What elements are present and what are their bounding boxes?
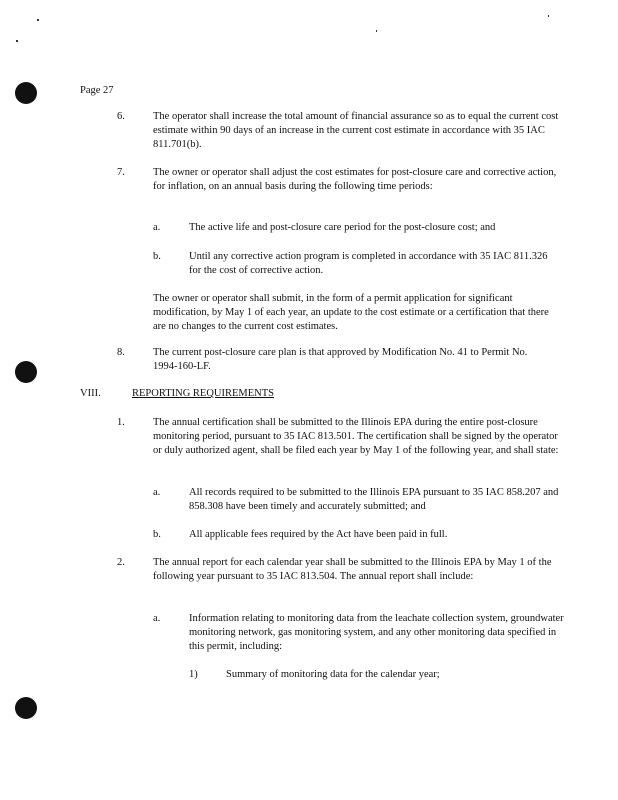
- subitem-text: All records required to be submitted to the Illinois EPA pursuant to 35 IAC 858.207 and 858.308 have been timely and accurately submitted; and: [189, 487, 559, 512]
- subitem-text: Until any corrective action program is completed in accordance with 35 IAC 811.326 for the cost of corrective action.: [189, 251, 548, 276]
- page-number: Page 27: [80, 85, 114, 96]
- scan-speck: [16, 40, 18, 42]
- item-number: 6.: [117, 111, 125, 122]
- scan-speck: [37, 19, 39, 21]
- scan-speck: [548, 15, 549, 17]
- item-text: The annual certification shall be submitted to the Illinois EPA during the entire post-closure monitoring period, pursuant to 35 IAC 813.501. The certification shall be signed by the operator or duly authorized agent, shall be filed each year by May 1 of the following year, and shall state:: [153, 417, 559, 456]
- subitem-letter: b.: [153, 251, 161, 262]
- subitem-letter: a.: [153, 613, 161, 624]
- punch-hole: [15, 361, 37, 383]
- item-text: The annual report for each calendar year shall be submitted to the Illinois EPA by May 1 of the following year pursuant to 35 IAC 813.504. The annual report shall include:: [153, 557, 552, 582]
- paragraph: The owner or operator shall submit, in the form of a permit application for significant modification, by May 1 of each year, an update to the cost estimate or a certification that there are no changes to the current cost estimates.: [153, 293, 549, 332]
- subitem-letter: a.: [153, 487, 161, 498]
- punch-hole: [15, 82, 37, 104]
- subitem-text: All applicable fees required by the Act have been paid in full.: [189, 529, 448, 540]
- subsubitem-number: 1): [189, 669, 198, 680]
- subitem-text: Information relating to monitoring data from the leachate collection system, groundwater monitoring network, gas monitoring system, and any other monitoring data specified in this permit, including:: [189, 613, 564, 652]
- item-text: The current post-closure care plan is that approved by Modification No. 41 to Permit No. 1994-160-LF.: [153, 347, 528, 372]
- section-number: VIII.: [80, 388, 101, 399]
- subitem-text: The active life and post-closure care period for the post-closure cost; and: [189, 222, 496, 233]
- subsubitem-text: Summary of monitoring data for the calendar year;: [226, 669, 440, 680]
- punch-hole: [15, 697, 37, 719]
- item-number: 2.: [117, 557, 125, 568]
- subitem-letter: b.: [153, 529, 161, 540]
- item-number: 8.: [117, 347, 125, 358]
- item-number: 1.: [117, 417, 125, 428]
- subitem-letter: a.: [153, 222, 161, 233]
- item-text: The operator shall increase the total amount of financial assurance so as to equal the current cost estimate within 90 days of an increase in the current cost estimate in accordance with 35 IAC 811.701(b).: [153, 111, 559, 150]
- item-number: 7.: [117, 167, 125, 178]
- scan-speck: [376, 30, 377, 32]
- section-title: REPORTING REQUIREMENTS: [132, 388, 274, 399]
- item-text: The owner or operator shall adjust the cost estimates for post-closure care and corrective action, for inflation, on an annual basis during the following time periods:: [153, 167, 557, 192]
